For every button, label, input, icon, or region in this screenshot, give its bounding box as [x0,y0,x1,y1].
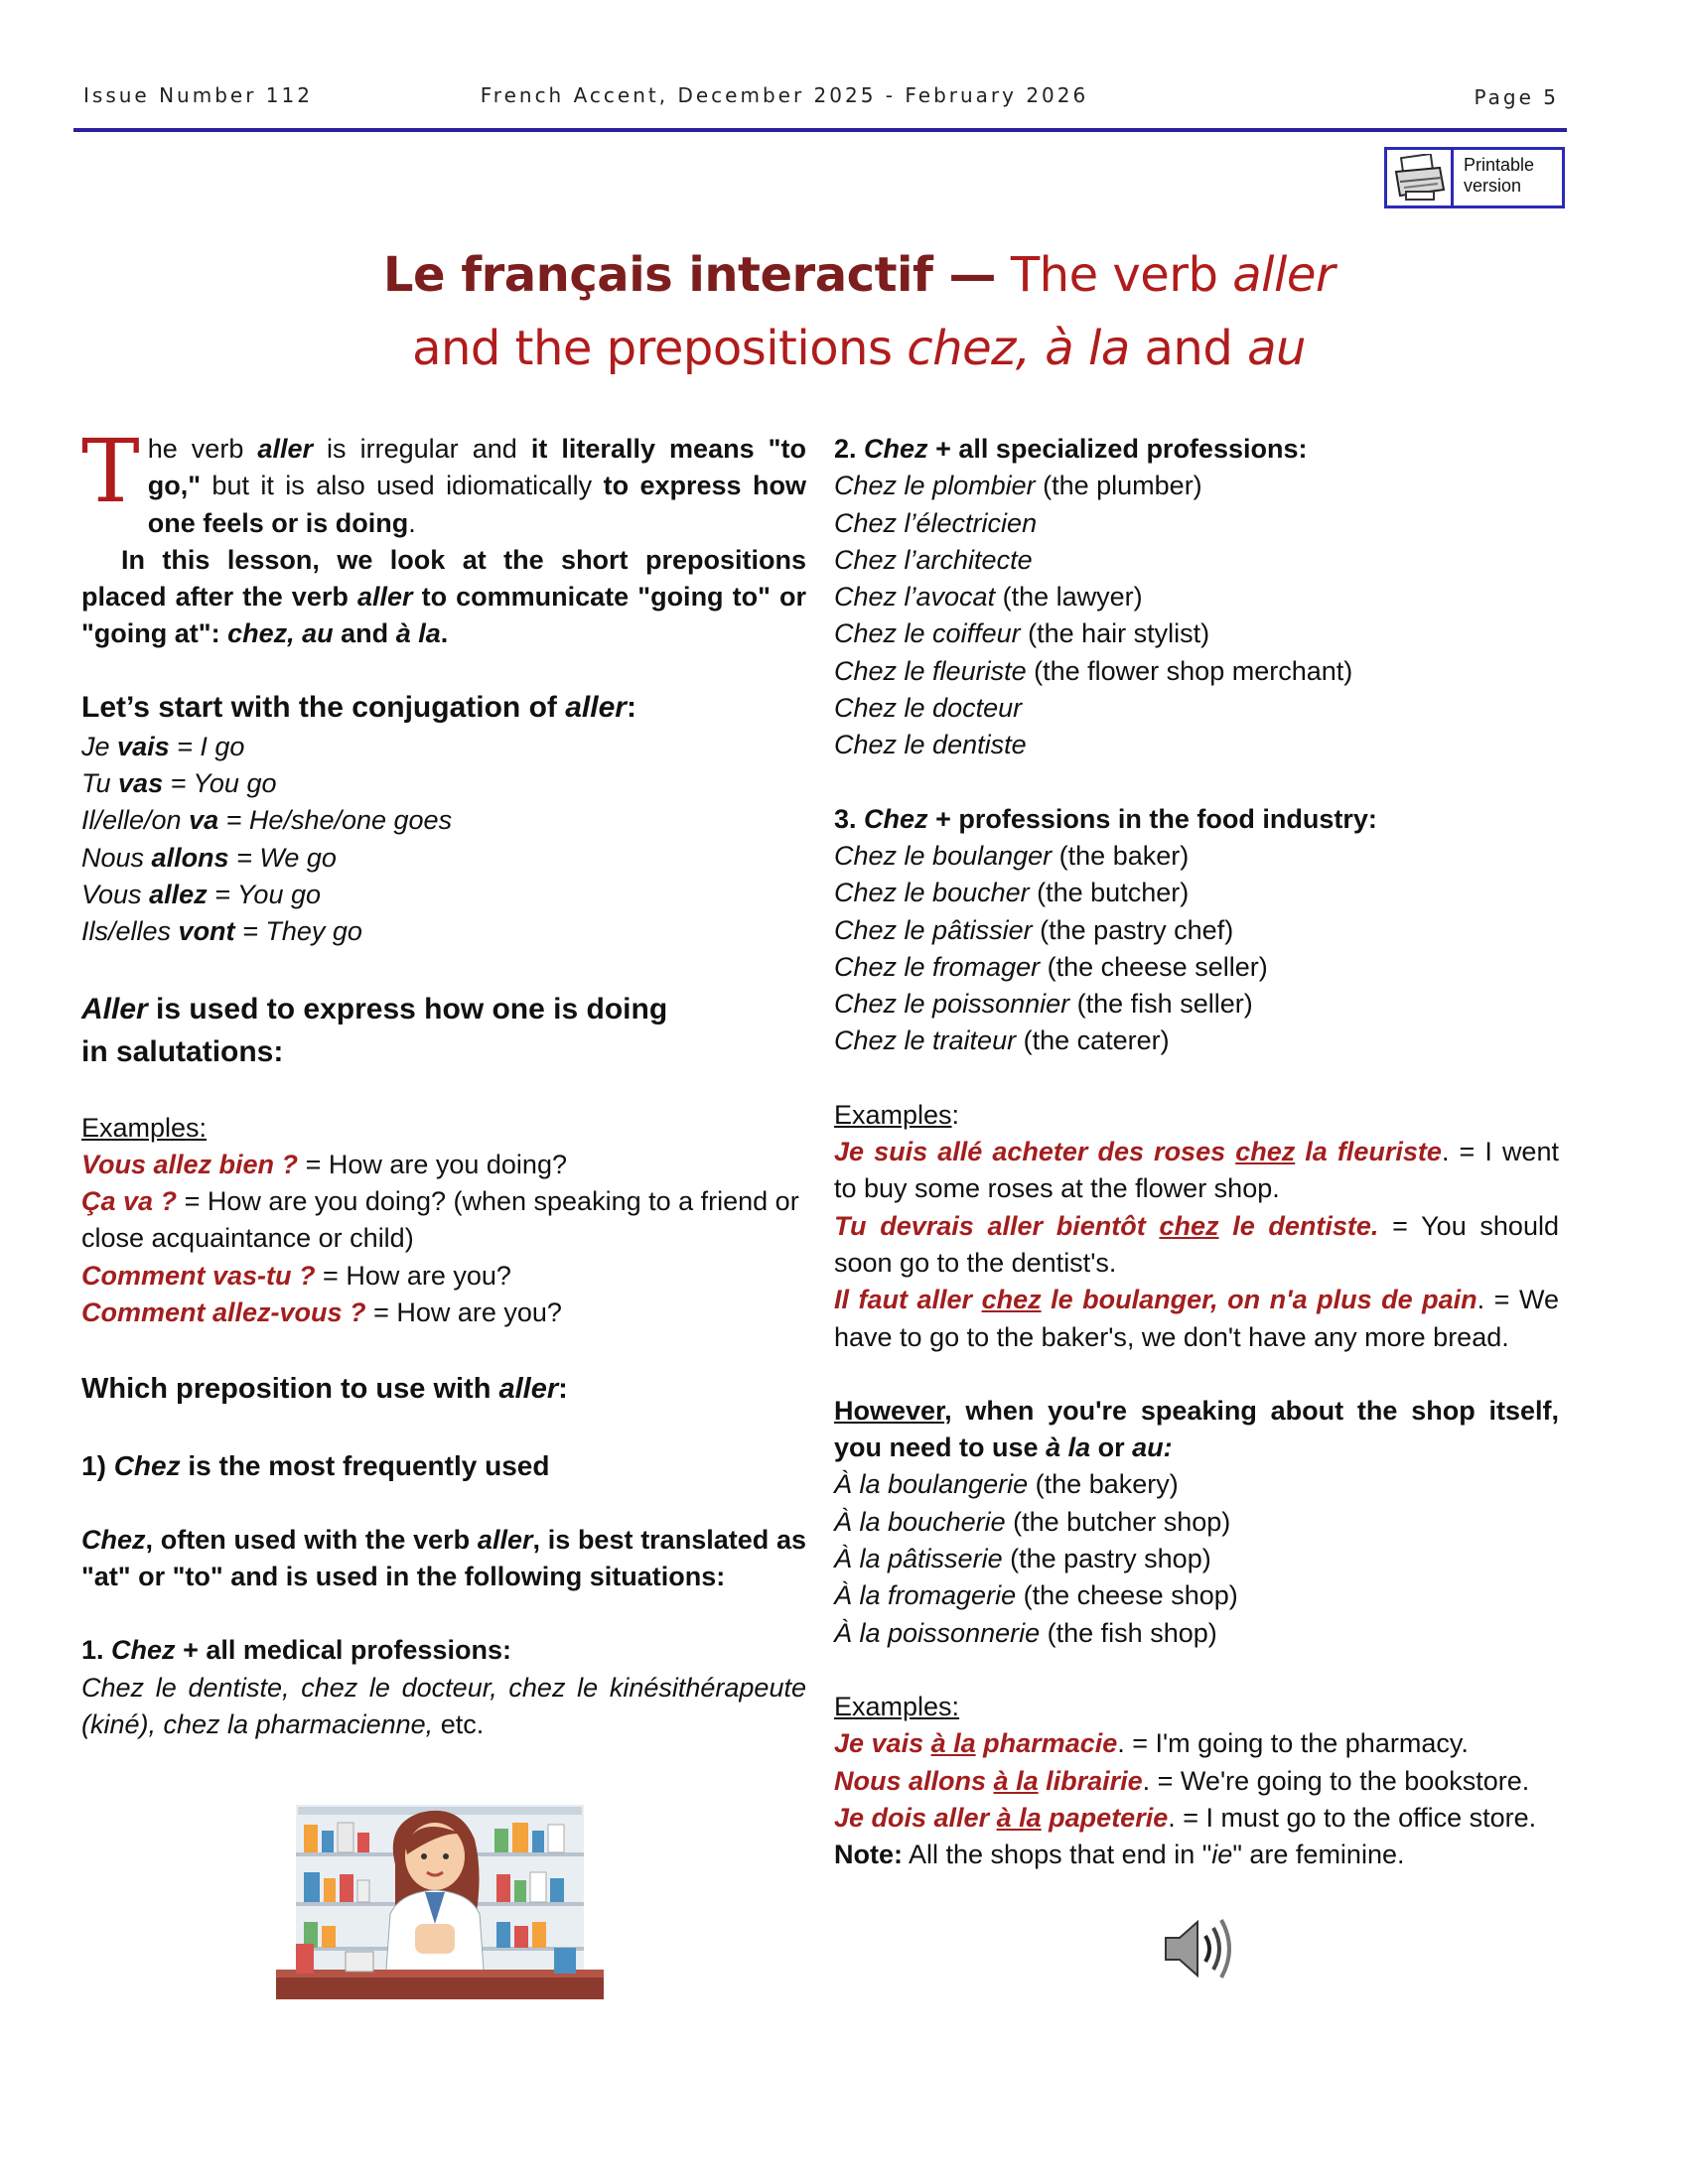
food-item: Chez le boulanger (the baker) [834,840,1190,871]
drop-cap: T [81,420,140,522]
intro-bold: it literally means "to go," [147,434,806,501]
specialized-item: Chez l’architecte [834,544,1033,575]
conjugation-row: Ils/elles vont = They go [81,916,362,947]
food-item: Chez le pâtissier (the pastry chef) [834,914,1234,945]
title-part2: and the prepositions [412,321,893,376]
shop-item: À la boulangerie (the bakery) [834,1469,1179,1500]
speaker-icon[interactable] [1162,1914,1241,1983]
intro-verb: aller [257,434,313,464]
right-column [834,431,1559,1873]
conjugation-heading: Let’s start with the conjugation of aller: [81,690,636,724]
specialized-item: Chez l’électricien [834,507,1038,538]
page-title [0,238,1688,385]
salutation-example: Comment allez-vous ? = How are you? [81,1297,562,1328]
shop-example: Je dois aller à la papeterie. = I must go to the office store. [834,1802,1537,1833]
shop-item: À la pâtisserie (the pastry shop) [834,1544,1211,1574]
shop-item: À la boucherie (the butcher shop) [834,1506,1231,1537]
chez-example: Tu devrais aller bientôt chez le dentiste. = You should soon go to the dentist's. [834,1210,1559,1278]
intro-text: . [440,618,449,649]
title-preps: chez, à la [907,321,1130,376]
salutation-example: Comment vas-tu ? = How are you? [81,1260,511,1291]
page-number: Page 5 [1474,85,1559,109]
intro-paragraph-2 [81,542,806,653]
intro-text: and [341,618,389,649]
specialized-item: Chez le plombier (the plumber) [834,471,1202,501]
intro-text: he verb [147,434,244,464]
left-column [81,420,806,1743]
conjugation-list [81,729,806,951]
intro-paragraph [81,420,806,542]
specialized-heading: 2. Chez + all specialized professions: [834,434,1308,464]
note: Note: All the shops that end in "ie" are feminine. [834,1840,1405,1870]
intro-text: is irregular and [327,434,517,464]
conjugation-row: Je vais = I go [81,731,245,761]
title-verb: aller [1232,247,1336,303]
specialized-item: Chez le dentiste [834,730,1027,760]
shop-example: Je vais à la pharmacie. = I'm going to the pharmacy. [834,1728,1469,1759]
salutation-example: Ça va ? = How are you doing? (when speaking to a friend or close acquaintance or child) [81,1186,799,1254]
issue-number: Issue Number 112 [83,83,313,107]
conjugation-row: Tu vas = You go [81,768,277,799]
salutations-heading: Aller is used to express how one is doing in salutations: [81,992,668,1068]
food-item: Chez le boucher (the butcher) [834,878,1190,908]
food-item: Chez le poissonnier (the fish seller) [834,989,1253,1020]
header-rule [73,128,1567,132]
specialized-item: Chez l’avocat (the lawyer) [834,582,1143,613]
intro-text: to communicate "going to" or "going at": [81,582,806,649]
shop-item: À la poissonnerie (the fish shop) [834,1617,1217,1648]
intro-text: . [408,507,416,538]
food-heading: 3. Chez + professions in the food industry: [834,803,1377,834]
shop-examples-label: Examples: [834,1691,960,1721]
specialized-item: Chez le docteur [834,693,1023,724]
shop-example: Nous allons à la librairie. = We're going to the bookstore. [834,1765,1530,1796]
medical-heading: 1. Chez + all medical professions: [81,1635,511,1666]
salutation-example: Vous allez bien ? = How are you doing? [81,1149,567,1179]
preposition-heading: Which preposition to use with aller: [81,1373,568,1406]
title-part1: The verb [1010,247,1218,303]
publication-title: French Accent, December 2025 - February 2026 [480,83,1089,107]
shops-intro: However, when you're speaking about the shop itself, you need to use à la or au: [834,1395,1559,1463]
pharmacist-illustration [236,1785,643,2013]
chez-definition: Chez, often used with the verb aller, is best translated as "at" or "to" and is used in the following situations: [81,1524,806,1591]
title-and: and [1144,321,1233,376]
printable-label-1: Printable [1464,155,1535,175]
printable-label-2: version [1464,176,1522,196]
conjugation-row: Il/elle/on va = He/she/one goes [81,805,453,836]
intro-verb: aller [356,582,413,613]
intro-preps: à la [395,618,441,649]
specialized-item: Chez le coiffeur (the hair stylist) [834,618,1210,649]
title-au: au [1247,321,1306,376]
intro-bold: to express how one feels or is doing [147,471,806,538]
food-item: Chez le traiteur (the caterer) [834,1025,1170,1056]
printable-version-button[interactable] [1384,147,1565,208]
intro-preps: chez, au [227,618,334,649]
chez-example: Il faut aller chez le boulanger, on n'a plus de pain. = We have to go to the baker's, we don't have any more bread. [834,1285,1559,1352]
conjugation-row: Vous allez = You go [81,879,321,909]
intro-text: but it is also used idiomatically [211,471,593,501]
shop-item: À la fromagerie (the cheese shop) [834,1580,1238,1611]
printer-icon [1387,150,1454,205]
food-item: Chez le fromager (the cheese seller) [834,951,1268,982]
chez-frequent-heading: 1) Chez is the most frequently used [81,1450,550,1482]
medical-list: Chez le dentiste, chez le docteur, chez le kinésithérapeute (kiné), chez la pharmacienne, etc. [81,1672,806,1739]
chez-examples-label: Examples: [834,1099,960,1130]
intro-text: In this lesson, we look at the short prepositions placed after the verb [81,544,806,613]
conjugation-row: Nous allons = We go [81,842,337,873]
examples-label: Examples: [81,1112,208,1143]
title-main: Le français interactif — [382,247,997,303]
specialized-item: Chez le fleuriste (the flower shop merchant) [834,655,1353,686]
chez-example: Je suis allé acheter des roses chez la fleuriste. = I went to buy some roses at the flower shop. [834,1137,1559,1204]
